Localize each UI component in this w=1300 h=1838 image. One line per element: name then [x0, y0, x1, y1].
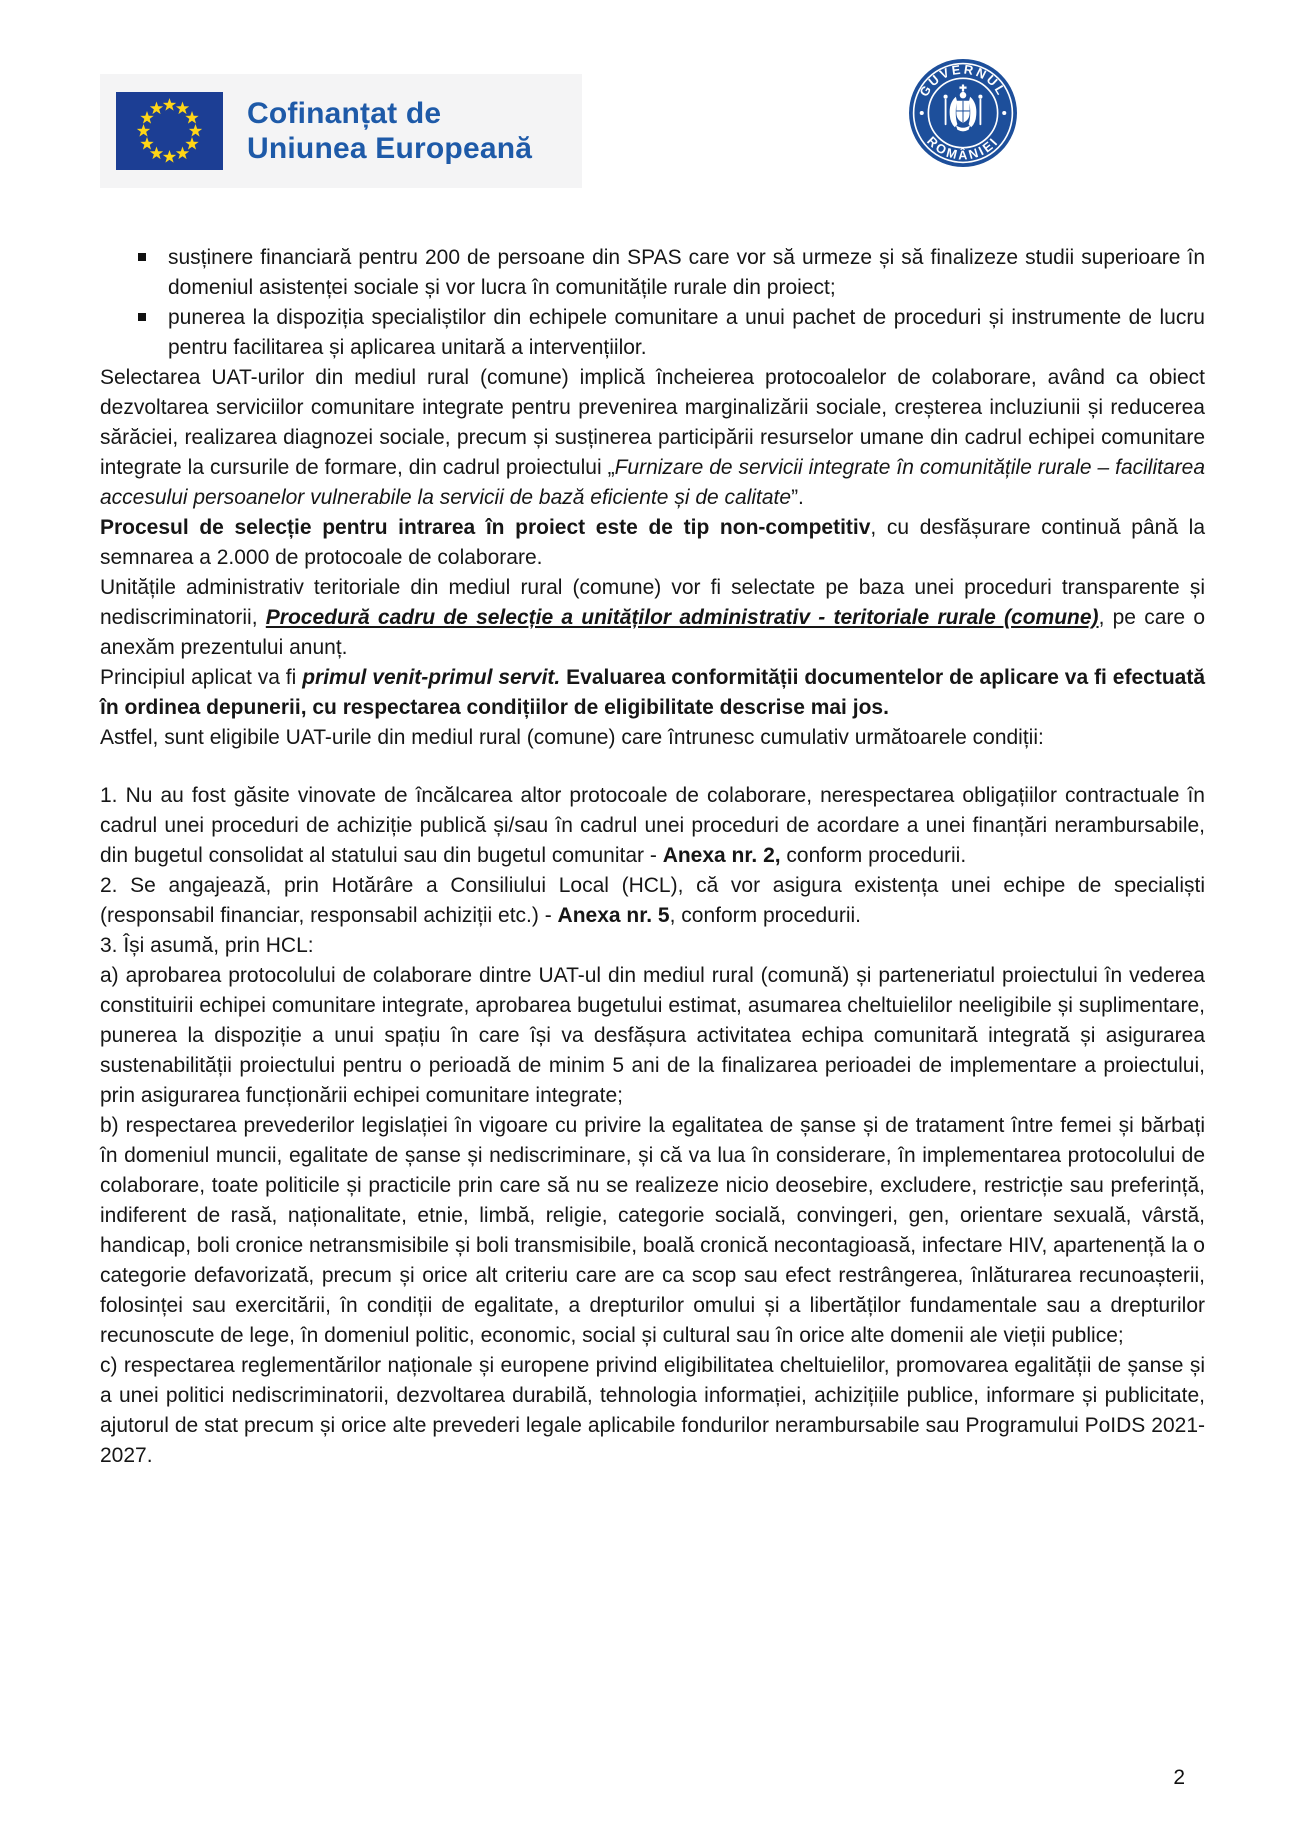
document-body: [100, 243, 1205, 1471]
paragraph-astfel: Astfel, sunt eligibile UAT-urile din mediul rural (comune) care întrunesc cumulativ următoarele condiții:: [100, 726, 1044, 749]
paragraph-principiul: [100, 663, 1205, 723]
condition-item-1: [100, 781, 1205, 871]
paragraph-selectarea: [100, 363, 1205, 513]
paragraph-text: Principiul aplicat va fi: [100, 666, 303, 689]
condition-item-3: [100, 931, 1205, 961]
subitem-c: c) respectarea reglementărilor naționale și europene privind eligibilitatea cheltuielilor, promovarea egalității de șanse și a unei politici nediscriminatorii, dezvoltarea durabilă, tehnologia informației, achizițiile publice, informare și publicitate, ajutorul de stat precum și orice alte prevederi legale aplicabile fondurilor nerambursabile sau Programului PoIDS 2021-2027.: [100, 1354, 1205, 1467]
condition-text: , conform procedurii.: [669, 904, 862, 927]
bullet-item: [100, 303, 1205, 363]
bullet-item: [100, 243, 1205, 303]
paragraph-text: ”.: [791, 486, 804, 509]
seal-text-top: GUVERNUL: [916, 61, 1010, 100]
anexa-5-bold: Anexa nr. 5: [557, 904, 670, 927]
paragraph-text: , pe care o anexăm prezentului anunț.: [100, 606, 1205, 659]
seal-text-bottom: ROMÂNIEI: [924, 133, 1002, 163]
anexa-2-bold: Anexa nr. 2,: [662, 844, 781, 867]
condition-text: conform procedurii.: [780, 844, 967, 867]
first-come-first-served-bold-italic: primul venit-primul servit.: [302, 666, 561, 689]
condition-text: 1. Nu au fost găsite vinovate de încălcarea altor protocoale de colaborare, nerespectarea obligațiilor contractuale în cadrul unei proceduri de achiziție publică și/sau în cadrul unei proceduri de acordare a unei finanțări nerambursabile, din bugetul consolidat al statului sau din bugetul comunitar -: [100, 784, 1205, 867]
eu-flag-icon: [116, 92, 223, 170]
subitem-b: b) respectarea prevederilor legislației în vigoare cu privire la egalitatea de șanse și de tratament între femei și bărbați în domeniul muncii, egalitate de șanse și nediscriminare, și că va lua în considerare, în implementarea protocolului de colaborare, toate politicile și practicile prin care să nu se realizeze nicio deosebire, excludere, restricție sau preferință, indiferent de rasă, naționalitate, etnie, limbă, religie, categorie socială, convingeri, gen, orientare sexuală, vârstă, handicap, boli cronice netransmisibile și boli transmisibile, boală cronică necontagioasă, infectare HIV, apartenență la o categorie defavorizată, precum și orice alt criteriu care are ca scop sau efect restrângerea, înlăturarea recunoașterii, folosinței sau exercitării, în condiții de egalitate, a drepturilor omului și a libertăților fundamentale sau a drepturilor recunoscute de lege, în domeniul politic, economic, social și cultural sau în orice alte domenii ale vieții publice;: [100, 1114, 1205, 1347]
subitem-a: a) aprobarea protocolului de colaborare dintre UAT-ul din mediul rural (comună) și parteneriatul proiectului în vederea constituirii echipei comunitare integrate, aprobarea bugetului estimat, asumarea cheltuielilor neeligibile și suplimentare, punerea la dispoziție a unui spațiu în care își va desfășura activitatea echipa comunitară integrată și asigurarea sustenabilității proiectului pentru o perioadă de minim 5 ani de la finalizarea perioadei de implementare a proiectului, prin asigurarea funcționării echipei comunitare integrate;: [100, 964, 1205, 1107]
blank-line: [100, 753, 1205, 781]
square-bullet-icon: [138, 253, 146, 261]
paragraph-unitatile: [100, 573, 1205, 663]
condition-text: 3. Își asumă, prin HCL:: [100, 934, 314, 957]
romanian-government-seal-icon: [908, 58, 1018, 168]
eu-cofunded-line1: Cofinanțat de: [247, 97, 442, 130]
bullet-text: punerea la dispoziția specialiștilor din echipele comunitare a unui pachet de proceduri și instrumente de lucru pentru facilitarea și aplicarea unitară a intervențiilor.: [168, 306, 1205, 359]
paragraph-text: Unitățile administrativ teritoriale din mediul rural (comune) vor fi selectate pe baza unei proceduri transparente și nediscriminatorii,: [100, 576, 1205, 629]
eu-cofunded-text: [247, 96, 532, 166]
evaluation-bold: Evaluarea conformității documentelor de aplicare va fi efectuată în ordinea depunerii, cu respectarea condițiilor de eligibilitate descrise mai jos.: [100, 666, 1205, 719]
procedure-title-link: Procedură cadru de selecție a unităților administrativ - teritoriale rurale (comune): [265, 606, 1099, 629]
square-bullet-icon: [138, 313, 146, 321]
paragraph-text: , cu desfășurare continuă până la semnarea a 2.000 de protocoale de colaborare.: [100, 516, 1205, 569]
bullet-text: susținere financiară pentru 200 de persoane din SPAS care vor să urmeze și să finalizeze studii superioare în domeniul asistenței sociale și vor lucra în comunitățile rurale din proiect;: [168, 246, 1205, 299]
eu-cofunded-logo: [100, 74, 582, 188]
paragraph-procesul: [100, 513, 1205, 573]
condition-item-2: [100, 871, 1205, 931]
paragraph-text: Selectarea UAT-urilor din mediul rural (comune) implică încheierea protocoalelor de colaborare, având ca obiect dezvoltarea serviciilor comunitare integrate pentru prevenirea marginalizării sociale, creșterea incluziunii și reducerea sărăciei, realizarea diagnozei sociale, precum și susținerea participării resurselor umane din cadrul echipei comunitare integrate la cursurile de formare, din cadrul proiectului „: [100, 366, 1205, 479]
selection-process-bold: Procesul de selecție pentru intrarea în proiect este de tip non-competitiv: [100, 516, 871, 539]
condition-text: 2. Se angajează, prin Hotărâre a Consiliului Local (HCL), că vor asigura existența unei echipe de specialiști (responsabil financiar, responsabil achiziții etc.) -: [100, 874, 1205, 927]
project-title-italic: Furnizare de servicii integrate în comunitățile rurale – facilitarea accesului persoanelor vulnerabile la servicii de bază eficiente și de calitate: [100, 456, 1206, 509]
eu-cofunded-line2: Uniunea Europeană: [247, 132, 533, 165]
page-number: 2: [1173, 1766, 1185, 1789]
